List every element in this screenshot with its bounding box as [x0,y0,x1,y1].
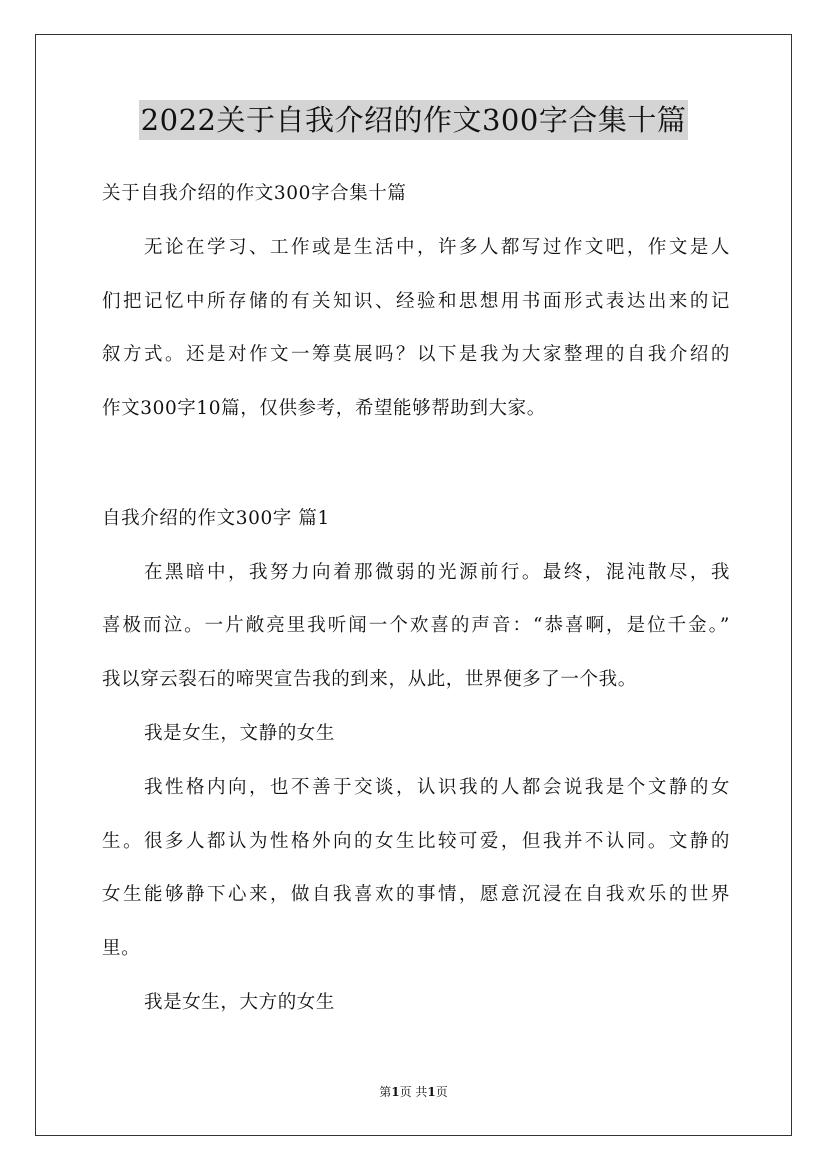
document-title-text: 2022关于自我介绍的作文300字合集十篇 [139,100,689,140]
section-line-8: 里。 [102,938,141,959]
section-line-1: 在黑暗中，我努力向着那微弱的光源前行。最终，混沌散尽，我 [144,562,730,583]
subtitle: 关于自我介绍的作文300字合集十篇 [102,183,407,204]
section-heading: 自我介绍的作文300字 篇1 [102,508,330,529]
footer-page-number: 1 [391,1085,400,1099]
section-line-2: 喜极而泣。一片敞亮里我听闻一个欢喜的声音：“恭喜啊，是位千金。” [102,615,730,636]
section-line-3: 我以穿云裂石的啼哭宣告我的到来，从此，世界便多了一个我。 [102,669,637,690]
footer-page-total: 1 [427,1085,436,1099]
intro-line-2: 们把记忆中所存储的有关知识、经验和思想用书面形式表达出来的记 [102,291,730,312]
footer-page-mid: 页 共 [399,1085,428,1099]
section-line-9: 我是女生，大方的女生 [144,992,336,1013]
section-line-4: 我是女生，文静的女生 [144,723,336,744]
intro-line-3: 叙方式。还是对作文一筹莫展吗？以下是我为大家整理的自我介绍的 [102,344,730,365]
section-line-5: 我性格内向，也不善于交谈，认识我的人都会说我是个文静的女 [144,777,730,798]
footer-page-suffix: 页 [435,1085,448,1099]
intro-line-1: 无论在学习、工作或是生活中，许多人都写过作文吧，作文是人 [144,237,730,258]
intro-line-4: 作文300字10篇，仅供参考，希望能够帮助到大家。 [102,398,546,419]
section-line-7: 女生能够静下心来，做自我喜欢的事情，愿意沉浸在自我欢乐的世界 [102,884,730,905]
document-title [0,100,827,140]
page-footer [0,1084,827,1100]
section-line-6: 生。很多人都认为性格外向的女生比较可爱，但我并不认同。文静的 [102,831,730,852]
footer-page-prefix: 第 [379,1085,392,1099]
